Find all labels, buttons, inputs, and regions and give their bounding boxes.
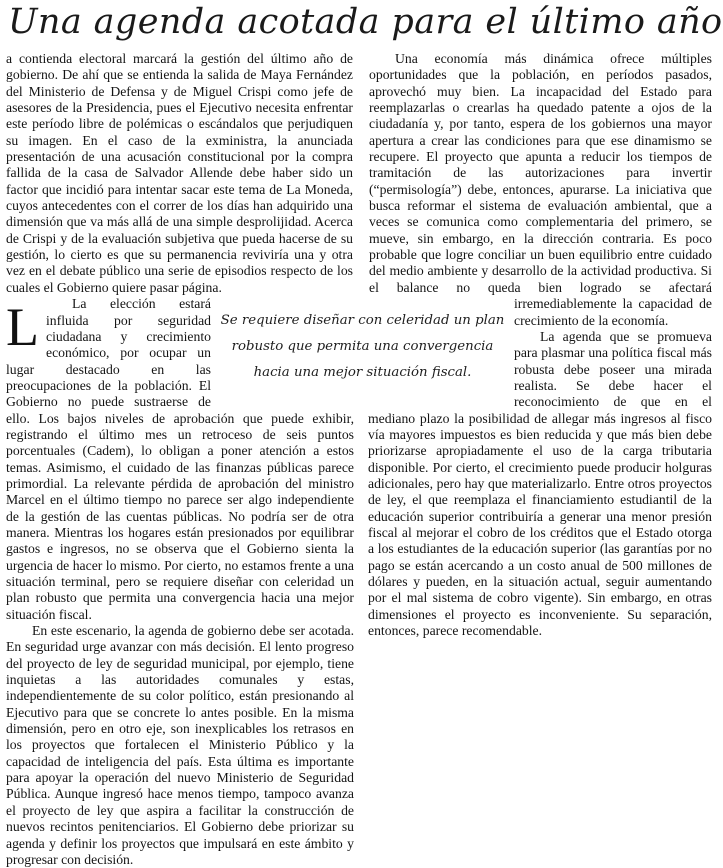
drop-cap: L — [6, 297, 39, 357]
paragraph-4: Una economía más dinámica ofrece múltiples oportunidades que la población, en períodos pasados, aprovechó muy bien. La incapacidad del Estado para reemplazarlas o crearlas ha quedado patente a ojos de la ciudadanía y, por tanto, espera de los gobiernos una mayor apertura a crear las condiciones para que ese dinamismo se recupere. El proyecto que apunta a reducir los tiempos de tramitación de las autorizaciones para invertir (“permisología”) debe, entonces, apurarse. La iniciativa que busca reformar el sistema de evaluación ambiental, que a veces se comunica como complementaria del primero, se mueve, sin embargo, en la dirección contraria. Es poco probable que logre conciliar un buen equilibrio entre cuidado del medio ambiente y desarrollo de la actividad productiva. Si el balance no queda bien logrado se afectará irremediablemente la capacidad de crecimiento de la economía. — [369, 51, 712, 328]
quote-spacer — [353, 51, 354, 303]
paragraph-1-text: a contienda electoral marcará la gestión del último año de gobierno. De ahí que se entienda la salida de Maya Fernández del Ministerio de Defensa y de Miguel Crispi como jefe de asesores de la Presidencia, pues el Ejecutivo necesita enfrentar este período libre de polémicas o escándalos que perjudiquen su imagen. En el caso de la exministra, la anunciada presentación de una acusación constitucional por la compra fallida de la casa de Salvador Allende debe haber sido un factor que incidió para intentar sacar este tema de La Moneda, cuyos antecedentes con el correr de los días han adquirido una dimensión que va más allá de una simple desprolijidad. Acerca de Crispi y de la evaluación subjetiva que pueda hacerse de su gestión, lo cierto es que su permanencia reviviría una y otra vez en el debate público una serie de episodios respecto de los cuales el Gobierno quiere pasar página. — [6, 51, 353, 295]
paragraph-2: La elección estará influida por seguridad ciudadana y crecimiento económico, por ocupar un lugar destacado en las preocupaciones de la población. El Gobierno no puede sustraerse de ello. Los bajos niveles de aprobación que puede exhibir, registrando el último mes un retroceso de seis puntos porcentuales (Cadem), lo obligan a poner atención a estos temas. Asimismo, el cuidado de las finanzas públicas parece primordial. La relevante pérdida de aprobación del ministro Marcel en el último tiempo no parece ser algo independiente de la gestión de las cuentas públicas. No podría ser de otra manera. Mientras los hogares están presionados por equilibrar gastos e ingresos, no se observa que el Gobierno sienta la urgencia de hacer lo mismo. Por cierto, no estamos frente a una situación terminal, pero se requiere diseñar con celeridad un plan robusto que permita una convergencia hacia una mejor situación fiscal. — [6, 296, 354, 622]
paragraph-3: En este escenario, la agenda de gobierno debe ser acotada. En seguridad urge avanzar con más decisión. El lento progreso del proyecto de ley de seguridad municipal, por ejemplo, tiene inquietas a las autoridades comunales y estas, independientemente de su color político, están presionando al Ejecutivo para que se concrete lo antes posible. En la misma dimensión, pero en otro eje, son inexplicables los retrasos en los proyectos que fortalecen el Ministerio Público y la capacidad de inteligencia del país. Esta última es importante para apoyar la operación del nuevo Ministerio de Seguridad Pública. Aunque ingresó hace menos tiempo, tampoco avanza el proyecto de ley que aspira a facilitar la construcción de nuevos recintos penitenciarios. El Gobierno debe priorizar su agenda y definir los proyectos que impulsará en este ámbito y progresar con decisión. — [6, 623, 354, 867]
pull-quote: Se requiere diseñar con celeridad un plan robusto que permita una convergencia hacia una mejor situación fiscal. — [213, 303, 512, 393]
paragraph-5: La agenda que se promueva para plasmar una política fiscal más robusta debe poseer una mirada realista. Se debe hacer el reconocimiento de que en el mediano plazo la posibilidad de allegar más ingresos al fisco vía mayores impuestos es bien reducida y que más bien debe priorizarse apropiadamente el uso de la carga tributaria disponible. Por cierto, el crecimiento puede producir holguras adicionales, pero hay que materializarlo. Entre otros proyectos de ley, el que reemplaza el financiamiento estudiantil de la educación superior contribuiría a generar una menor presión fiscal al mejorar el cobro de los créditos que el Estado otorga a los estudiantes de la educación superior (las garantías por no pago se están acercando a un costo anual de 500 millones de dólares y pueden, en la situación actual, seguir aumentando por el mal sistema de cobro vigente). Sin embargo, en otras dimensiones el proyecto es inconveniente. Su separación, entonces, parece recomendable. — [368, 328, 712, 639]
paragraph-1 — [6, 51, 354, 357]
headline: Una agenda acotada para el último año — [8, 2, 723, 42]
